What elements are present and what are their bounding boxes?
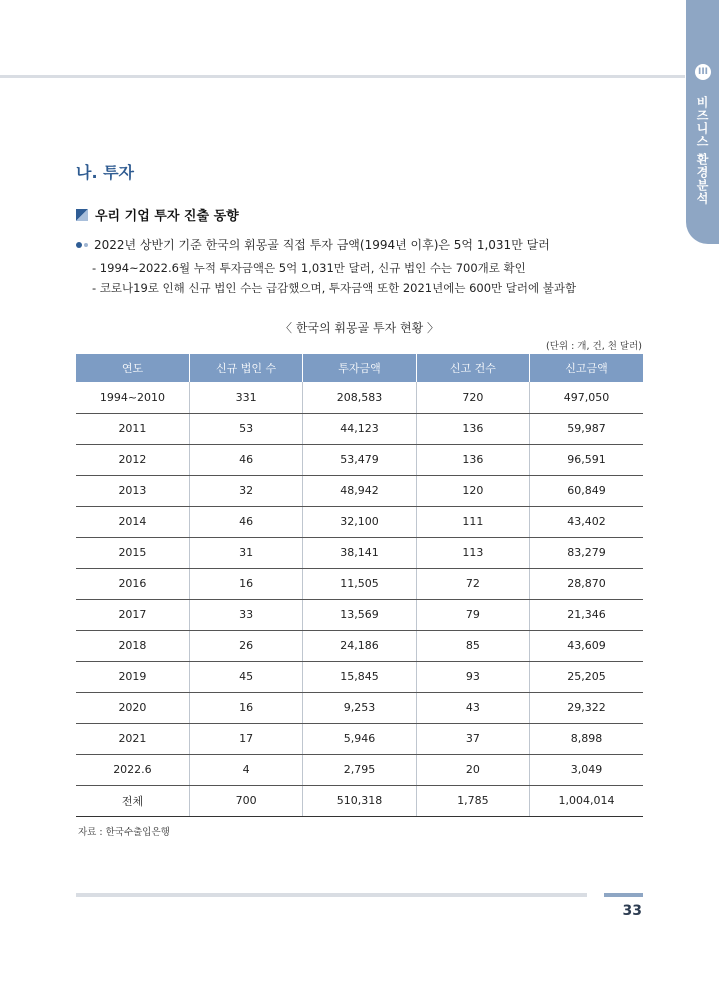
investment-table [76, 354, 643, 817]
table-row [76, 506, 643, 537]
bottom-accent-bar [604, 893, 643, 897]
header-investment-amount: 투자금액 [303, 354, 416, 382]
table-row [76, 754, 643, 785]
table-cell: 11,505 [303, 568, 416, 599]
table-cell: 13,569 [303, 599, 416, 630]
table-cell: 2019 [76, 661, 189, 692]
table-row [76, 599, 643, 630]
table-cell: 59,987 [530, 413, 643, 444]
dot-bullet-icon [76, 242, 88, 248]
table-cell: 전체 [76, 785, 189, 816]
table-cell: 331 [189, 382, 302, 413]
table-cell: 720 [416, 382, 529, 413]
table-cell: 5,946 [303, 723, 416, 754]
table-cell: 2013 [76, 475, 189, 506]
table-cell: 53,479 [303, 444, 416, 475]
table-cell: 497,050 [530, 382, 643, 413]
table-cell: 2,795 [303, 754, 416, 785]
table-cell: 28,870 [530, 568, 643, 599]
table-header-row [76, 354, 643, 382]
table-cell: 31 [189, 537, 302, 568]
top-divider [0, 75, 685, 78]
table-cell: 120 [416, 475, 529, 506]
chapter-badge: III [695, 64, 711, 80]
table-cell: 17 [189, 723, 302, 754]
table-cell: 85 [416, 630, 529, 661]
table-cell: 2018 [76, 630, 189, 661]
table-cell: 111 [416, 506, 529, 537]
table-cell: 93 [416, 661, 529, 692]
chapter-side-tab [686, 0, 719, 244]
table-row [76, 568, 643, 599]
table-cell: 44,123 [303, 413, 416, 444]
table-cell: 25,205 [530, 661, 643, 692]
table-cell: 2021 [76, 723, 189, 754]
table-cell: 38,141 [303, 537, 416, 568]
header-new-corporations: 신규 법인 수 [189, 354, 302, 382]
bullet-text: 2022년 상반기 기준 한국의 휘몽골 직접 투자 금액(1994년 이후)은 5억 1,031만 달러 [94, 238, 550, 252]
table-row [76, 723, 643, 754]
sub-heading [76, 205, 239, 224]
table-cell: 8,898 [530, 723, 643, 754]
table-cell: 20 [416, 754, 529, 785]
table-cell: 16 [189, 568, 302, 599]
table-row [76, 785, 643, 816]
header-report-count: 신고 건수 [416, 354, 529, 382]
table-cell: 43,609 [530, 630, 643, 661]
table-cell: 1994~2010 [76, 382, 189, 413]
source-note: 자료 : 한국수출입은행 [78, 827, 170, 838]
table-row [76, 661, 643, 692]
table-cell: 113 [416, 537, 529, 568]
table-cell: 24,186 [303, 630, 416, 661]
table-cell: 510,318 [303, 785, 416, 816]
table-cell: 43 [416, 692, 529, 723]
table-cell: 15,845 [303, 661, 416, 692]
table-row [76, 444, 643, 475]
table-cell: 33 [189, 599, 302, 630]
unit-note: (단위 : 개, 건, 천 달러) [546, 341, 642, 352]
table-row [76, 382, 643, 413]
table-cell: 79 [416, 599, 529, 630]
table-cell: 72 [416, 568, 529, 599]
table-cell: 45 [189, 661, 302, 692]
table-cell: 29,322 [530, 692, 643, 723]
section-title: 나. 투자 [76, 163, 135, 182]
table-cell: 3,049 [530, 754, 643, 785]
bullet-item [76, 236, 550, 253]
table-cell: 9,253 [303, 692, 416, 723]
table-cell: 2011 [76, 413, 189, 444]
table-cell: 48,942 [303, 475, 416, 506]
table-cell: 2016 [76, 568, 189, 599]
table-cell: 136 [416, 413, 529, 444]
chapter-label: 비즈니스 환경분석 [695, 96, 709, 206]
table-cell: 2015 [76, 537, 189, 568]
table-title: 〈 한국의 휘몽골 투자 현황 〉 [280, 321, 439, 335]
table-cell: 700 [189, 785, 302, 816]
bottom-divider [76, 893, 587, 897]
dash-item-1: - 1994~2022.6월 누적 투자금액은 5억 1,031만 달러, 신규 법인 수는 700개로 확인 [92, 261, 526, 275]
table-cell: 96,591 [530, 444, 643, 475]
table-row [76, 413, 643, 444]
table-cell: 21,346 [530, 599, 643, 630]
sub-heading-text: 우리 기업 투자 진출 동향 [95, 209, 239, 224]
table-row [76, 475, 643, 506]
table-cell: 16 [189, 692, 302, 723]
table-cell: 46 [189, 506, 302, 537]
table-cell: 1,785 [416, 785, 529, 816]
table-cell: 208,583 [303, 382, 416, 413]
table-cell: 136 [416, 444, 529, 475]
table-cell: 2017 [76, 599, 189, 630]
table-cell: 46 [189, 444, 302, 475]
square-bullet-icon [76, 209, 88, 221]
table-cell: 2022.6 [76, 754, 189, 785]
dash-item-2: - 코로나19로 인해 신규 법인 수는 급감했으며, 투자금액 또한 2021년에는 600만 달러에 불과함 [92, 281, 577, 295]
table-cell: 32 [189, 475, 302, 506]
table-cell: 32,100 [303, 506, 416, 537]
table-cell: 37 [416, 723, 529, 754]
table-cell: 2014 [76, 506, 189, 537]
table-cell: 4 [189, 754, 302, 785]
table-cell: 83,279 [530, 537, 643, 568]
header-report-amount: 신고금액 [530, 354, 643, 382]
page-number: 33 [622, 903, 642, 919]
table-cell: 60,849 [530, 475, 643, 506]
table-row [76, 630, 643, 661]
table-cell: 43,402 [530, 506, 643, 537]
table-cell: 53 [189, 413, 302, 444]
table-row [76, 537, 643, 568]
table-row [76, 692, 643, 723]
table-cell: 2012 [76, 444, 189, 475]
table-cell: 26 [189, 630, 302, 661]
table-cell: 1,004,014 [530, 785, 643, 816]
table-cell: 2020 [76, 692, 189, 723]
header-year: 연도 [76, 354, 189, 382]
